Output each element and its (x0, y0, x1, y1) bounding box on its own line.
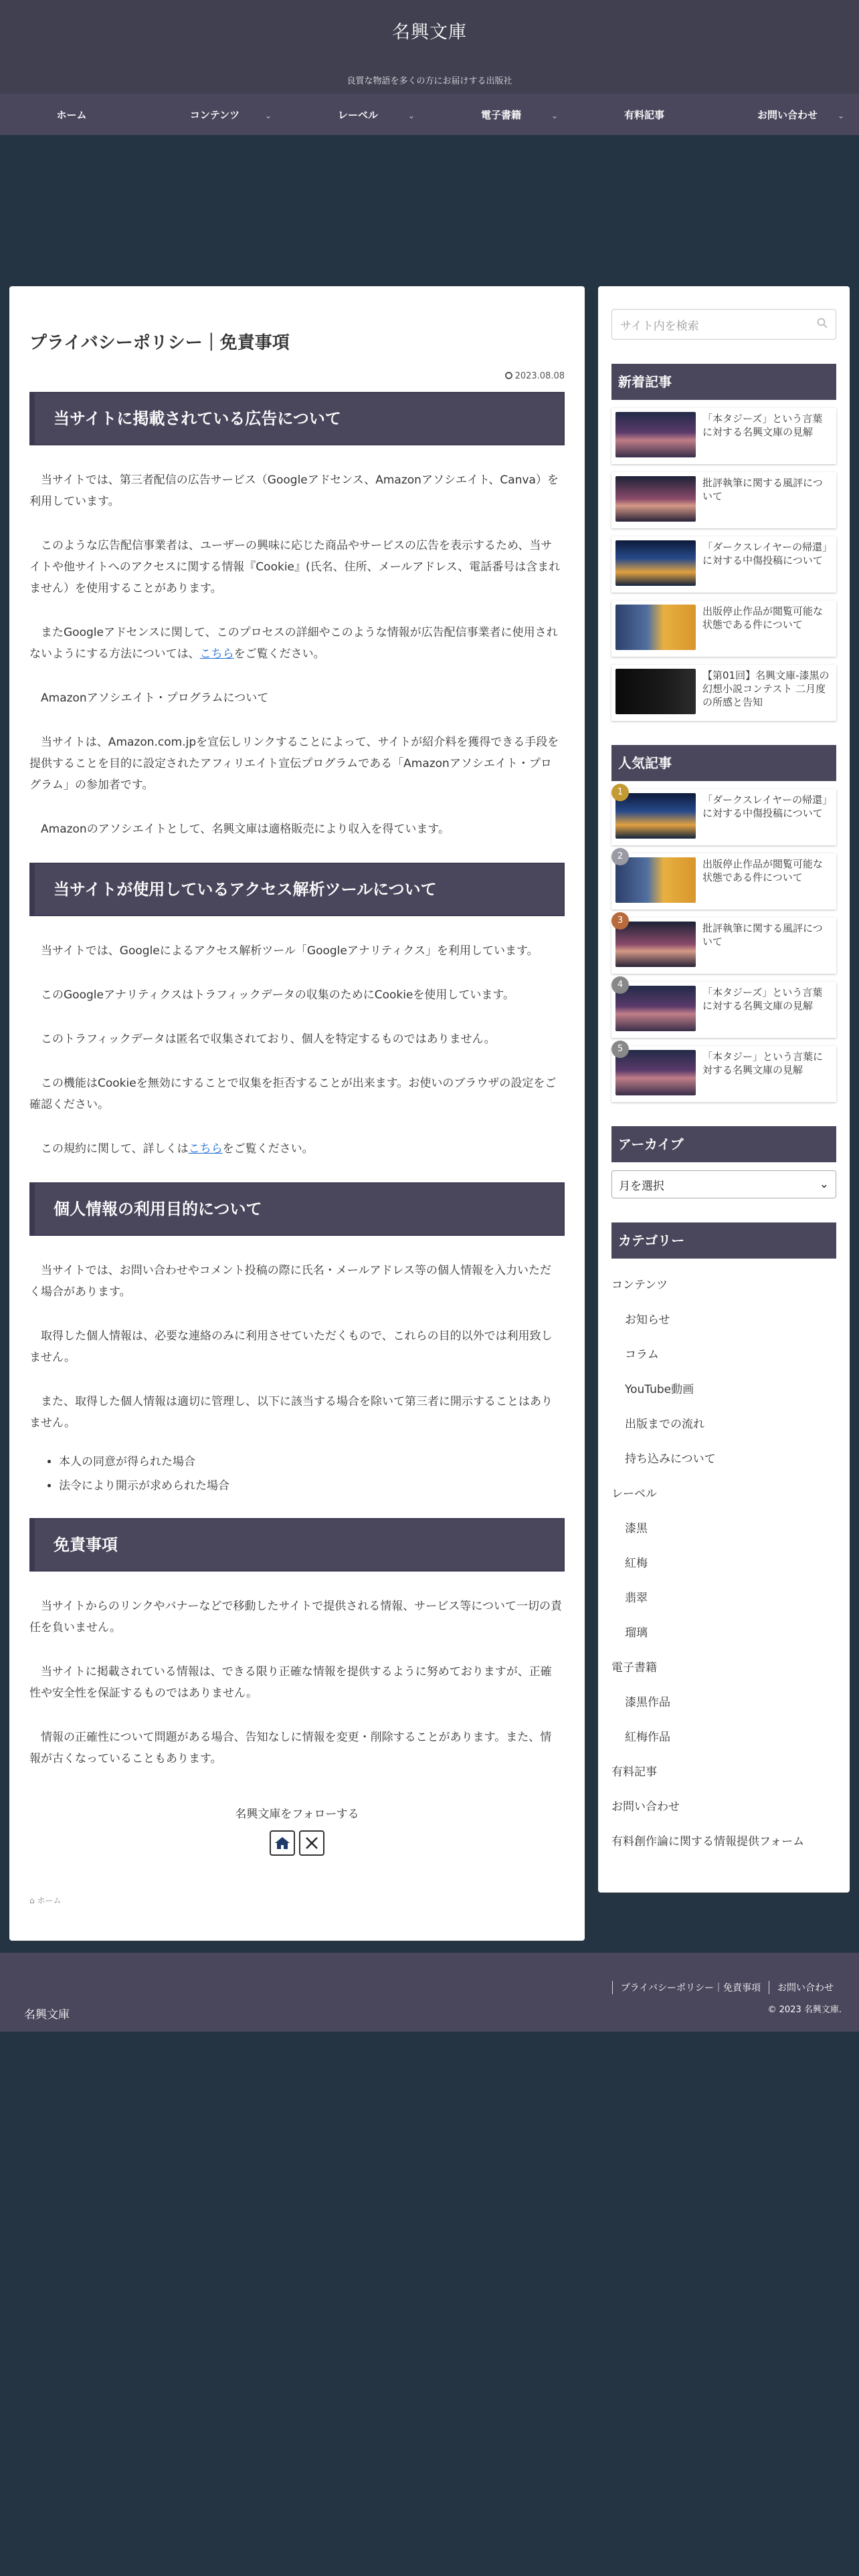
post-thumbnail (615, 669, 696, 714)
chevron-down-icon: ⌄ (264, 111, 272, 120)
post-title: 「本タジーズ」という言葉に対する名興文庫の見解 (702, 413, 823, 438)
x-icon[interactable] (299, 1830, 324, 1856)
post-thumbnail (615, 476, 696, 522)
category-item[interactable]: 漆黒 (625, 1522, 648, 1535)
paragraph: このトラフィックデータは匿名で収集されており、個人を特定するものではありません。 (41, 1033, 496, 1046)
popular-post-card[interactable] (611, 789, 836, 845)
post-title: 【第01回】名興文庫-漆黒の幻想小説コンテスト 二月度の所感と告知 (702, 669, 830, 708)
post-title: 「本タジー」という言葉に対する名興文庫の見解 (702, 1051, 824, 1076)
search-placeholder: サイト内を検索 (620, 319, 699, 333)
category-item[interactable]: YouTube動画 (625, 1383, 694, 1396)
chevron-down-icon: ⌄ (551, 111, 558, 120)
chevron-down-icon: ⌄ (819, 1178, 829, 1191)
paragraph: 取得した個人情報は、必要な連絡のみに利用させていただくもので、これらの目的以外では利用致しません。 (29, 1329, 553, 1364)
rank-badge: 5 (611, 1041, 629, 1058)
analytics-terms-link[interactable]: こちら (188, 1142, 223, 1156)
rank-badge: 2 (611, 848, 629, 865)
archive-heading: アーカイブ (611, 1126, 836, 1162)
nav-item-paid-articles[interactable] (573, 94, 716, 135)
paragraph (29, 622, 565, 665)
post-title: 出版停止作品が閲覧可能な状態である件について (702, 605, 824, 631)
category-item[interactable]: 出版までの流れ (625, 1418, 704, 1431)
popular-post-card[interactable] (611, 1046, 836, 1102)
popular-post-card[interactable] (611, 982, 836, 1038)
footer-link-privacy[interactable]: プライバシーポリシー｜免責事項 (612, 1981, 769, 1994)
paragraph: 当サイトは、Amazon.com.jpを宣伝しリンクすることによって、サイトが紹介料を獲得できる手段を提供することを目的に設定されたアフィリエイト宣伝プログラムである「Amazonアソシエイト・プログラム」の参加者です。 (29, 736, 559, 792)
post-date-text: 2023.08.08 (514, 371, 565, 381)
copyright: © 2023 名興文庫. (767, 2005, 842, 2015)
post-thumbnail (615, 922, 696, 967)
paragraph: Amazonのアソシエイトとして、名興文庫は適格販売により収入を得ています。 (41, 823, 450, 836)
post-title: 批評執筆に関する風評について (702, 922, 823, 948)
section-heading: 免責事項 (29, 1518, 565, 1572)
popular-post-card[interactable] (611, 918, 836, 974)
category-item[interactable]: コンテンツ (611, 1279, 668, 1292)
new-post-card[interactable] (611, 601, 836, 657)
site-header (0, 0, 859, 94)
site-tagline: 良質な物語を多くの方にお届けする出版社 (347, 76, 512, 86)
post-thumbnail (615, 986, 696, 1031)
post-thumbnail (615, 793, 696, 839)
paragraph: 情報の正確性について問題がある場合、告知なしに情報を変更・削除することがあります。また、情報が古くなっていることもあります。 (29, 1731, 552, 1765)
archive-select[interactable] (611, 1170, 836, 1198)
category-item[interactable]: 紅梅作品 (625, 1731, 670, 1744)
category-item[interactable]: 持ち込みについて (625, 1453, 716, 1466)
new-post-card[interactable] (611, 408, 836, 464)
rank-badge: 1 (611, 784, 629, 801)
breadcrumb (29, 1895, 565, 1906)
category-item[interactable]: 紅梅 (625, 1557, 648, 1570)
section-heading: 当サイトに掲載されている広告について (29, 392, 565, 445)
post-thumbnail (615, 412, 696, 457)
post-thumbnail (615, 1050, 696, 1095)
sidebar (598, 286, 850, 1893)
site-footer (0, 1953, 859, 2032)
home-icon[interactable] (270, 1830, 295, 1856)
main-article (9, 286, 585, 1941)
nav-label: 電子書籍 (480, 108, 521, 121)
category-item[interactable]: お問い合わせ (611, 1800, 680, 1814)
category-item[interactable]: 漆黒作品 (625, 1696, 670, 1709)
paragraph: この機能はCookieを無効にすることで収集を拒否することが出来ます。お使いのブラウザの設定をご確認ください。 (29, 1077, 557, 1111)
category-item[interactable]: 電子書籍 (611, 1661, 657, 1675)
paragraph: 当サイトに掲載されている情報は、できる限り正確な情報を提供するように努めておりますが、正確性や安全性を保証するものではありません。 (29, 1665, 552, 1700)
category-item[interactable]: 有料記事 (611, 1765, 657, 1779)
list-item: • 本人の同意が得られた場合 (59, 1450, 565, 1474)
nav-label: ホーム (56, 108, 87, 121)
post-thumbnail (615, 540, 696, 586)
post-title: 「ダークスレイヤーの帰還」に対する中傷投稿について (702, 794, 828, 819)
category-item[interactable]: コラム (625, 1348, 659, 1362)
nav-label: お問い合わせ (757, 108, 818, 121)
search-input[interactable] (611, 309, 836, 340)
post-title: 出版停止作品が閲覧可能な状態である件について (702, 858, 824, 883)
category-heading: カテゴリー (611, 1222, 836, 1259)
footer-link-contact[interactable]: お問い合わせ (769, 1981, 842, 1994)
global-nav (0, 94, 859, 135)
paragraph: また、取得した個人情報は適切に管理し、以下に該当する場合を除いて第三者に開示することはありません。 (29, 1395, 553, 1430)
paragraph-text: またGoogleアドセンスに関して、このプロセスの詳細やこのような情報が広告配信事業者に使用されないようにする方法については、 (29, 626, 558, 661)
nav-label: レーベル (337, 108, 378, 121)
bullet-list (59, 1450, 565, 1498)
paragraph: 当サイトでは、お問い合わせやコメント投稿の際に氏名・メールアドレス等の個人情報を入力いただく場合があります。 (29, 1264, 551, 1299)
site-title[interactable]: 名興文庫 (392, 22, 467, 43)
footer-links (612, 1981, 842, 1994)
content-wrap (0, 135, 859, 2022)
nav-item-ebooks[interactable] (430, 94, 573, 135)
post-title: 「本タジーズ」という言葉に対する名興文庫の見解 (702, 986, 823, 1012)
section-heading: 個人情報の利用目的について (29, 1182, 565, 1236)
new-posts-heading: 新着記事 (611, 364, 836, 400)
post-title: 批評執筆に関する風評について (702, 477, 823, 502)
new-post-card[interactable] (611, 472, 836, 528)
post-title: 「ダークスレイヤーの帰還」に対する中傷投稿について (702, 541, 828, 566)
popular-posts-heading: 人気記事 (611, 745, 836, 781)
chevron-down-icon: ⌄ (407, 111, 415, 120)
paragraph: Amazonアソシエイト・プログラムについて (41, 691, 269, 705)
popular-post-card[interactable] (611, 853, 836, 909)
nav-label: 有料記事 (624, 108, 664, 121)
new-post-card[interactable] (611, 536, 836, 593)
paragraph: 当サイトからのリンクやバナーなどで移動したサイトで提供される情報、サービス等について一切の責任を負いません。 (29, 1600, 562, 1634)
rank-badge: 3 (611, 912, 629, 930)
nav-label: コンテンツ (189, 108, 240, 121)
search-icon[interactable] (817, 318, 828, 332)
paragraph (29, 1138, 565, 1160)
nav-item-label[interactable] (286, 94, 430, 135)
category-item[interactable]: お知らせ (625, 1313, 670, 1327)
category-item[interactable]: レーベル (611, 1487, 657, 1501)
paragraph: このGoogleアナリティクスはトラフィックデータの収集のためにCookieを使用しています。 (41, 988, 515, 1002)
home-icon: ⌂ (29, 1896, 37, 1905)
follow-buttons (29, 1830, 565, 1856)
nav-item-contact[interactable] (716, 94, 859, 135)
rank-badge: 4 (611, 976, 629, 994)
category-item[interactable]: 瑠璃 (625, 1626, 648, 1640)
follow-section (29, 1804, 565, 1856)
nav-item-home[interactable] (0, 94, 143, 135)
category-item[interactable]: 有料創作論に関する情報提供フォーム (611, 1835, 805, 1848)
category-item[interactable]: 翡翠 (625, 1592, 648, 1605)
adsense-policy-link[interactable]: こちら (199, 647, 234, 661)
category-list (611, 1268, 836, 1859)
nav-item-contents[interactable] (143, 94, 286, 135)
paragraph-text: この規約に関して、詳しくは (41, 1142, 189, 1156)
follow-label: 名興文庫をフォローする (235, 1808, 359, 1821)
paragraph-text: をご覧ください。 (233, 647, 325, 661)
post-thumbnail (615, 857, 696, 903)
archive-select-value: 月を選択 (619, 1179, 664, 1193)
clock-icon (505, 372, 512, 379)
paragraph: 当サイトでは、第三者配信の広告サービス（Googleアドセンス、Amazonアソシエイト、Canva）を利用しています。 (29, 473, 559, 508)
post-thumbnail (615, 605, 696, 650)
post-date (29, 371, 565, 381)
new-post-card[interactable] (611, 665, 836, 721)
footer-brand[interactable]: 名興文庫 (24, 2008, 70, 2022)
page-title: プライバシーポリシー｜免責事項 (29, 333, 290, 353)
list-item: • 法令により開示が求められた場合 (59, 1474, 565, 1498)
chevron-down-icon: ⌄ (837, 111, 844, 120)
breadcrumb-home-link[interactable]: ホーム (37, 1896, 62, 1905)
section-heading: 当サイトが使用しているアクセス解析ツールについて (29, 863, 565, 916)
paragraph: 当サイトでは、Googleによるアクセス解析ツール「Googleアナリティクス」を利用しています。 (41, 944, 539, 958)
paragraph-text: をご覧ください。 (222, 1142, 314, 1156)
paragraph: このような広告配信事業者は、ユーザーの興味に応じた商品やサービスの広告を表示するため、当サイトや他サイトへのアクセスに関する情報『Cookie』(氏名、住所、メールアドレス、電話番号は含まれません）を使用することがあります。 (29, 539, 561, 595)
